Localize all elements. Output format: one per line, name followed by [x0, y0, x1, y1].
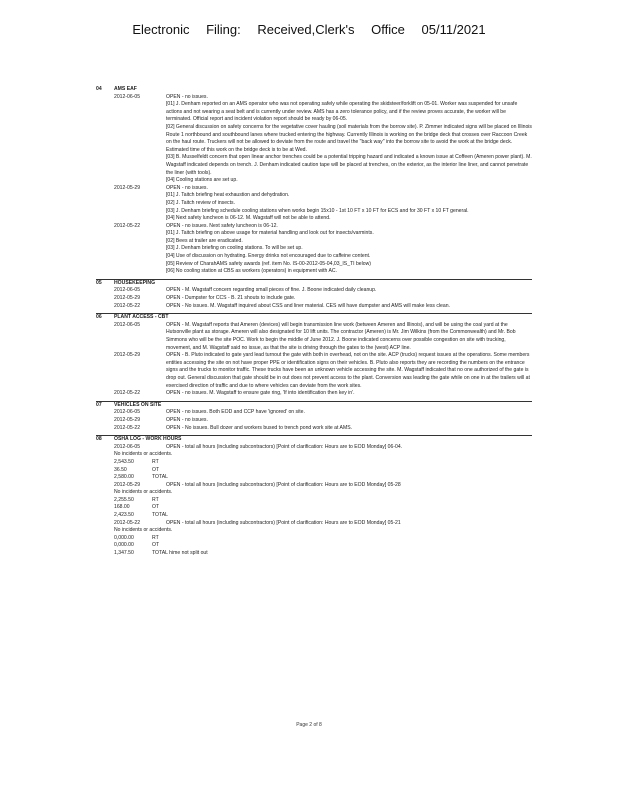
entry-row [96, 223, 532, 231]
entry-item: [03] B. Musselfeldt concern that open linear anchor trenches could be a potential tripping hazard and indicated a known issue at Coffeen (Ameren power plant). M. Wagstaff indicated depends on trench. J. Denham indicated caution tape will be placed at trenches, on the exterior, as the interior line liner, and cannot penetrate the liner (with tools). [166, 154, 532, 176]
entry-status: OPEN - no issues. Next safety luncheon is 06-12. [166, 222, 278, 229]
entry-status: OPEN - B. Pluto indicated to gate yard lead turnout the gate with both in overhead, not on the site. ACP (trucks) request issues at the operations. Some members entities accessing the site on not have proper PPE or identification signs on their vehicles. B. Pluto also reports they are recording the numbers on the entrance signs and the trucks to monitor traffic. These trucks have been an unknown vehicle accessing the site. M. Wagstaff indicated that no one authorized of the gate is drop out. General discussion that gate should be in out does not prevent access to the plant. Conversion was leading the gate while on one in at the trailers will at exercised direction of traffic and due to where vehicles can deviate from the work sites. [166, 352, 530, 389]
filing-stamp-header [0, 22, 618, 37]
section [96, 401, 532, 432]
entry-item: [02] Bees at trailer are eradicated. [166, 237, 243, 244]
entry-row [96, 303, 532, 311]
entry-status: OPEN - no issues. M. Wagstaff to ensure gate ring, 'If into identification then key in'. [166, 390, 355, 397]
hours-entry-row [96, 444, 532, 452]
entry-date: 2012-06-05 [114, 409, 141, 416]
section [96, 435, 532, 558]
incident-note: No incidents or accidents. [114, 451, 173, 458]
section-title: PLANT ACCESS - CBT [114, 314, 169, 321]
entry-item: [04] Use of discussion on hydrating. Energy drinks not encouraged due to caffeine content. [166, 253, 371, 260]
entry-date: 2012-06-05 [114, 287, 141, 294]
hours-line [96, 459, 532, 467]
entry-item: [03] J. Denham briefing schedule cooling stations when works begin 15x10 - 1st 10 FT x 10 FT for ECS and for 30 FT x 10 FT general. [166, 207, 469, 214]
incident-note: No incidents or accidents. [114, 527, 173, 534]
entry-item: [02] General discussion on safety concerns for the vegetative cover hauling (soil materials from the borrow site). P. Zimmer indicated signs will be placed on Illinois Route 1 northbound and southbound lanes where trucked entering the highway. Currently Illinois is working on the bridge deck that crosses over Raccoon Creek on the haul route. Truckers will not be allowed to deviate from the route and travel the "back way" into the borrow site to avoid the work at the bridge deck. Estimated time of this work on the bridge deck is to be at Wed. [166, 123, 532, 153]
entry-row [96, 287, 532, 295]
entry-date: 2012-05-29 [114, 184, 141, 191]
section [96, 279, 532, 310]
entry-item: [04] Cooling stations are set up. [166, 177, 238, 184]
section-heading [96, 280, 532, 288]
section-title: VEHICLES ON SITE [114, 401, 162, 408]
hours-value: 1,347.50 [114, 550, 134, 557]
hours-type: TOTAL [152, 512, 168, 519]
entry-row [96, 425, 532, 433]
hours-value: 2,423.50 [114, 512, 134, 519]
hours-date: 2012-05-22 [114, 519, 141, 526]
hours-value: 2,543.50 [114, 458, 134, 465]
section-number: 04 [96, 86, 102, 92]
entry-item: [06] No cooling station at CBS as workers (operators) in equipment with AC. [166, 268, 338, 275]
entry-row [96, 352, 532, 390]
section-title: OSHA LOG - WORK HOURS [114, 436, 182, 443]
entry-date: 2012-05-22 [114, 222, 141, 229]
section-heading [96, 314, 532, 322]
hours-line [96, 497, 532, 505]
section-title: AMS EAF [114, 86, 137, 92]
header-received: Received,Clerk's [257, 22, 355, 37]
hours-type: TOTAL hime not split out [152, 550, 208, 557]
incident-note: No incidents or accidents. [114, 489, 173, 496]
page-number: Page 2 of 8 [296, 722, 322, 728]
header-office: Office [371, 22, 405, 37]
entry-row [96, 417, 532, 425]
section-number: 05 [96, 279, 102, 286]
hours-type: RT [152, 458, 159, 465]
hours-line [96, 542, 532, 550]
hours-value: 2,580.00 [114, 474, 134, 481]
section [96, 86, 532, 276]
section-number: 07 [96, 401, 102, 408]
hours-line [96, 550, 532, 558]
meeting-minutes-document [96, 83, 532, 558]
entry-row [96, 409, 532, 417]
entry-row [96, 94, 532, 102]
section-title: HOUSEKEEPING [114, 279, 156, 286]
hours-date: 2012-06-05 [114, 443, 141, 450]
hours-type: RT [152, 496, 159, 503]
entry-status: OPEN - M. Wagstaff reports that Ameren (devices) will begin transmission line work (between Ameren and Illinois), and will be using the coal yard at the Hutsonville plant as storage. Ameren will also designated for 10 lift units. The contractor (Ameren) is Mr. Jim Wilkins (from the Commonwealth) and Mr. Bob Simmons who will be the site POC. Work to begin the middle of June 2012. J. Boone indicated concerns over possible congestion on site with trucking, movement, and M. Wagstaff said no issue, as that the site is driving through the gates to the (west) ACP line. [166, 321, 516, 351]
entry-date: 2012-05-29 [114, 295, 141, 302]
hours-line [96, 474, 532, 482]
entry-row [96, 185, 532, 193]
hours-line [96, 504, 532, 512]
entry-status: OPEN - Dumpster for CCS - B. 21 shouts to include gate. [166, 295, 296, 302]
entry-date: 2012-05-22 [114, 390, 141, 397]
entry-status: OPEN - M. Wagstaff concern regarding small pieces of fine. J. Boone indicated daily cleanup. [166, 287, 377, 294]
header-filing: Filing: [206, 22, 241, 37]
hours-status: OPEN - total all hours (including subcontractors) [Point of clarification: Hours are to EOD Monday] 05-28 [166, 481, 401, 488]
entry-item: [01] J. Taitch briefing heat exhaustion and dehydration. [166, 192, 290, 199]
entry-status: OPEN - No issues. Bull dozer and workers bused to trench pond work site at AMS. [166, 424, 353, 431]
hours-date: 2012-05-29 [114, 481, 141, 488]
hours-type: OT [152, 542, 160, 549]
hours-value: 0,000.00 [114, 534, 134, 541]
entry-status: OPEN - no issues. Both EOD and CCP have 'ignored' on site. [166, 409, 305, 416]
entry-row [96, 295, 532, 303]
hours-type: OT [152, 466, 160, 473]
section-heading [96, 436, 532, 444]
entry-date: 2012-05-22 [114, 302, 141, 309]
entry-date: 2012-06-05 [114, 321, 141, 328]
header-electronic: Electronic [132, 22, 190, 37]
entry-date: 2012-05-29 [114, 352, 141, 359]
hours-value: 0,000.00 [114, 542, 134, 549]
entry-status: OPEN - No issues. M. Wagstaff inquired about CSS and liner material. CES will have dumpster and AMS will make less clean. [166, 302, 450, 309]
hours-line [96, 512, 532, 520]
entry-item: [01] J. Taitch briefing on above usage for material handling and look out for insects/varmints. [166, 230, 374, 237]
section-heading [96, 402, 532, 410]
hours-status: OPEN - total all hours (including subcontractors) [Point of clarification: Hours are to EOD Monday] 05-21 [166, 519, 401, 526]
hours-value: 2,255.50 [114, 496, 134, 503]
entry-status: OPEN - no issues. [166, 416, 208, 423]
hours-status: OPEN - total all hours (including subcontractors) [Point of clarification: Hours are to EOD Monday] 06-04. [166, 443, 403, 450]
entry-item: [04] Next safety luncheon is 06-12. M. Wagstaff will not be able to attend. [166, 215, 331, 222]
hours-value: 168.00 [114, 504, 130, 511]
entry-status: OPEN - no issues. [166, 184, 208, 191]
hours-entry-row [96, 482, 532, 490]
entry-status: OPEN - no issues. [166, 93, 208, 100]
entry-row [96, 390, 532, 398]
entry-item: [01] J. Denham reported on an AMS operator who was not operating safely while operating the skidsteer/forklift on 05-01. Worker was suspended for unsafe actions and not wearing a seat belt and is currently under review. AMS has a zero tolerance policy, and if the review proves accurate, the worker will be terminated. Official report and incident violation report should be ready by 06-05. [166, 101, 518, 123]
header-date: 05/11/2021 [421, 22, 486, 37]
entry-date: 2012-06-05 [114, 93, 141, 100]
hours-type: OT [152, 504, 160, 511]
hours-type: RT [152, 534, 159, 541]
section-number: 08 [96, 436, 102, 443]
hours-type: TOTAL [152, 474, 168, 481]
hours-line [96, 467, 532, 475]
section-number: 06 [96, 314, 102, 321]
section-heading [96, 86, 532, 94]
entry-item: [05] Review of CharahAMS safety awards (ref. item No. IS-00-2012-05-04,03_IS_TI below) [166, 260, 371, 267]
entry-date: 2012-05-22 [114, 424, 141, 431]
hours-entry-row [96, 520, 532, 528]
entry-date: 2012-05-29 [114, 416, 141, 423]
hours-value: 36.50 [114, 466, 127, 473]
entry-row [96, 322, 532, 352]
section [96, 313, 532, 398]
hours-line [96, 535, 532, 543]
entry-item: [03] J. Denham briefing on cooling stations. To will be set up. [166, 245, 303, 252]
entry-item: [02] J. Taitch review of insects. [166, 199, 235, 206]
